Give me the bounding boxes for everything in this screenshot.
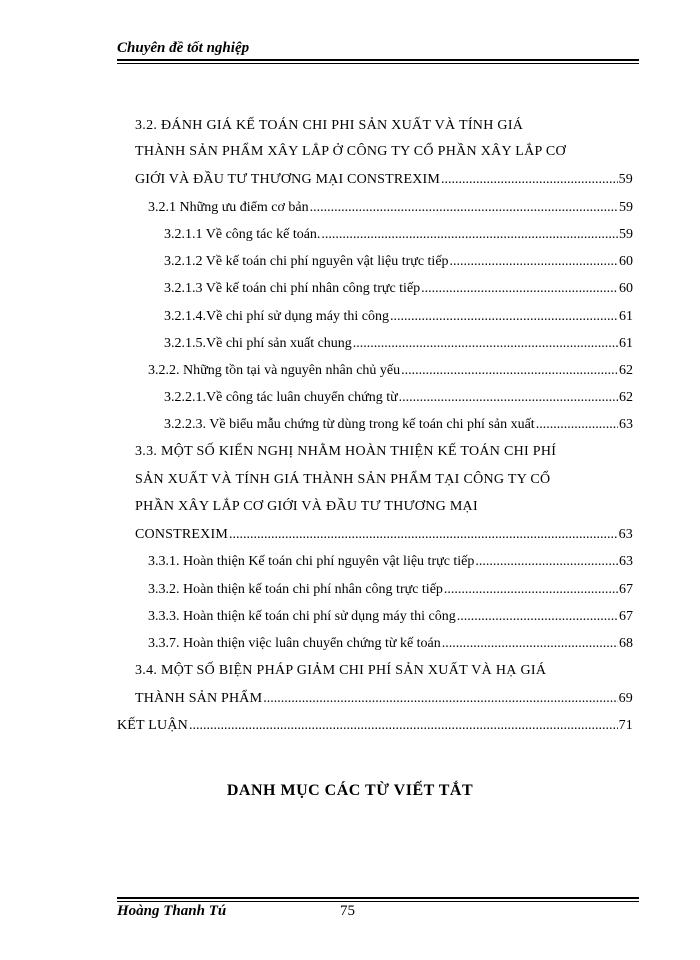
header-title: Chuyên đề tốt nghiệp	[117, 40, 250, 56]
toc-entry-text: 3.2.1.4.Về chi phí sử dụng máy thi công	[164, 309, 389, 324]
toc-leader-dots	[310, 199, 618, 217]
toc-entry-3-2-1-3[interactable]	[164, 280, 633, 298]
toc-leader-dots	[444, 581, 618, 599]
toc-entry-text: 3.3.2. Hoàn thiện kế toán chi phí nhân công trực tiếp	[148, 582, 443, 597]
toc-entry-text: 3.3.7. Hoàn thiện việc luân chuyển chứng từ kế toán	[148, 636, 441, 651]
toc-leader-dots	[401, 362, 618, 380]
toc-entry-text: GIỚI VÀ ĐẦU TƯ THƯƠNG MẠI CONSTREXIM	[135, 172, 441, 187]
toc-entry-text: 3.2.1 Những ưu điểm cơ bản	[148, 200, 309, 215]
toc-entry-3-2-2-3[interactable]	[164, 416, 633, 434]
toc-page-number: 61	[619, 309, 633, 324]
toc-entry-3-2-2[interactable]	[148, 362, 633, 380]
toc-page-number: 69	[618, 691, 633, 706]
toc-entry-3-3-2[interactable]	[148, 581, 633, 599]
toc-page-number: 63	[619, 417, 633, 432]
toc-entry-text: 3.2.1.3 Về kế toán chi phí nhân công trực tiếp	[164, 281, 421, 296]
toc-entry-text: 3.2.2. Những tồn tại và nguyên nhân chủ yếu	[148, 363, 401, 378]
toc-entry-3-3-3[interactable]	[148, 608, 633, 626]
toc-heading-3-4-line1: 3.4. MỘT SỐ BIỆN PHÁP GIẢM CHI PHÍ SẢN XUẤT VÀ HẠ GIÁ	[135, 663, 547, 678]
toc-heading-3-3-line2: SẢN XUẤT VÀ TÍNH GIÁ THÀNH SẢN PHẨM TẠI CÔNG TY CỔ	[135, 472, 551, 487]
toc-page-number: 63	[619, 554, 633, 569]
toc-leader-dots	[399, 389, 618, 407]
toc-leader-dots	[421, 280, 618, 298]
toc-entry-text: THÀNH SẢN PHẨM	[135, 691, 263, 706]
toc-entry-3-2-1[interactable]	[148, 199, 633, 217]
section-title: DANH MỤC CÁC TỪ VIẾT TẮT	[226, 782, 474, 799]
toc-entry-text: 3.2.1.5.Về chi phí sản xuất chung	[164, 336, 352, 351]
footer-rule-thin	[117, 901, 639, 902]
toc-entry-text: 3.3.3. Hoàn thiện kế toán chi phí sử dụng máy thi công	[148, 609, 456, 624]
toc-heading-3-3-line3: PHẦN XÂY LẮP CƠ GIỚI VÀ ĐẦU TƯ THƯƠNG MẠI	[135, 499, 478, 514]
toc-page-number: 59	[619, 227, 633, 242]
toc-entry-3-2-1-1[interactable]	[164, 226, 633, 244]
toc-entry-3-2-2-1[interactable]	[164, 389, 633, 407]
toc-entry-3-2-1-4[interactable]	[164, 308, 633, 326]
footer-rule	[117, 897, 639, 899]
toc-page-number: 62	[619, 390, 633, 405]
toc-leader-dots	[442, 635, 618, 653]
toc-entry-text: CONSTREXIM	[135, 527, 229, 542]
toc-entry-text: 3.2.2.3. Về biểu mẫu chứng từ dùng trong kế toán chi phí sản xuất	[164, 417, 535, 432]
toc-page-number: 60	[619, 281, 633, 296]
footer-page-number: 75	[340, 903, 355, 919]
toc-entry-conclusion[interactable]	[117, 717, 633, 735]
toc-page-number: 62	[619, 363, 633, 378]
toc-heading-3-2-line1: 3.2. ĐÁNH GIÁ KẾ TOÁN CHI PHI SẢN XUẤT VÀ TÍNH GIÁ	[135, 118, 524, 133]
toc-page-number: 60	[619, 254, 633, 269]
toc-heading-3-2-line2: THÀNH SẢN PHẨM XÂY LẮP Ở CÔNG TY CỔ PHẦN XÂY LẮP CƠ	[135, 144, 566, 159]
toc-entry-text: 3.2.1.1 Về công tác kế toán.	[164, 227, 321, 242]
toc-page-number: 59	[618, 172, 633, 187]
toc-entry-3-3-1[interactable]	[148, 553, 633, 571]
toc-page-number: 59	[619, 200, 633, 215]
toc-leader-dots	[189, 717, 618, 735]
toc-entry-text: 3.3.1. Hoàn thiện Kế toán chi phí nguyên vật liệu trực tiếp	[148, 554, 475, 569]
toc-leader-dots	[536, 416, 618, 434]
toc-leader-dots	[321, 226, 618, 244]
toc-entry-text: 3.2.2.1.Về công tác luân chuyển chứng từ	[164, 390, 398, 405]
toc-page-number: 68	[619, 636, 633, 651]
toc-leader-dots	[390, 308, 618, 326]
toc-leader-dots	[441, 171, 618, 189]
toc-heading-3-2-line3[interactable]	[135, 171, 633, 189]
toc-page-number: 67	[619, 609, 633, 624]
toc-heading-3-3-line1: 3.3. MỘT SỐ KIẾN NGHỊ NHẰM HOÀN THIỆN KẾ TOÁN CHI PHÍ	[135, 444, 557, 459]
toc-entry-3-2-1-5[interactable]	[164, 335, 633, 353]
toc-entry-3-2-1-2[interactable]	[164, 253, 633, 271]
toc-page-number: 61	[619, 336, 633, 351]
toc-entry-3-3-7[interactable]	[148, 635, 633, 653]
toc-heading-3-4-line2[interactable]	[135, 690, 633, 708]
toc-leader-dots	[353, 335, 618, 353]
toc-entry-text: 3.2.1.2 Về kế toán chi phí nguyên vật liệu trực tiếp	[164, 254, 449, 269]
toc-leader-dots	[475, 553, 618, 571]
toc-heading-3-3-line4[interactable]	[135, 526, 633, 544]
toc-page-number: 67	[619, 582, 633, 597]
toc-leader-dots	[457, 608, 618, 626]
toc-page-number: 63	[618, 527, 633, 542]
toc-leader-dots	[450, 253, 618, 271]
toc-leader-dots	[263, 690, 617, 708]
toc-leader-dots	[229, 526, 618, 544]
header-rule-thin	[117, 63, 639, 64]
toc-entry-text: KẾT LUẬN	[117, 718, 188, 733]
footer-author: Hoàng Thanh Tú	[117, 903, 227, 919]
toc-page-number: 71	[618, 718, 633, 733]
header-rule	[117, 59, 639, 61]
